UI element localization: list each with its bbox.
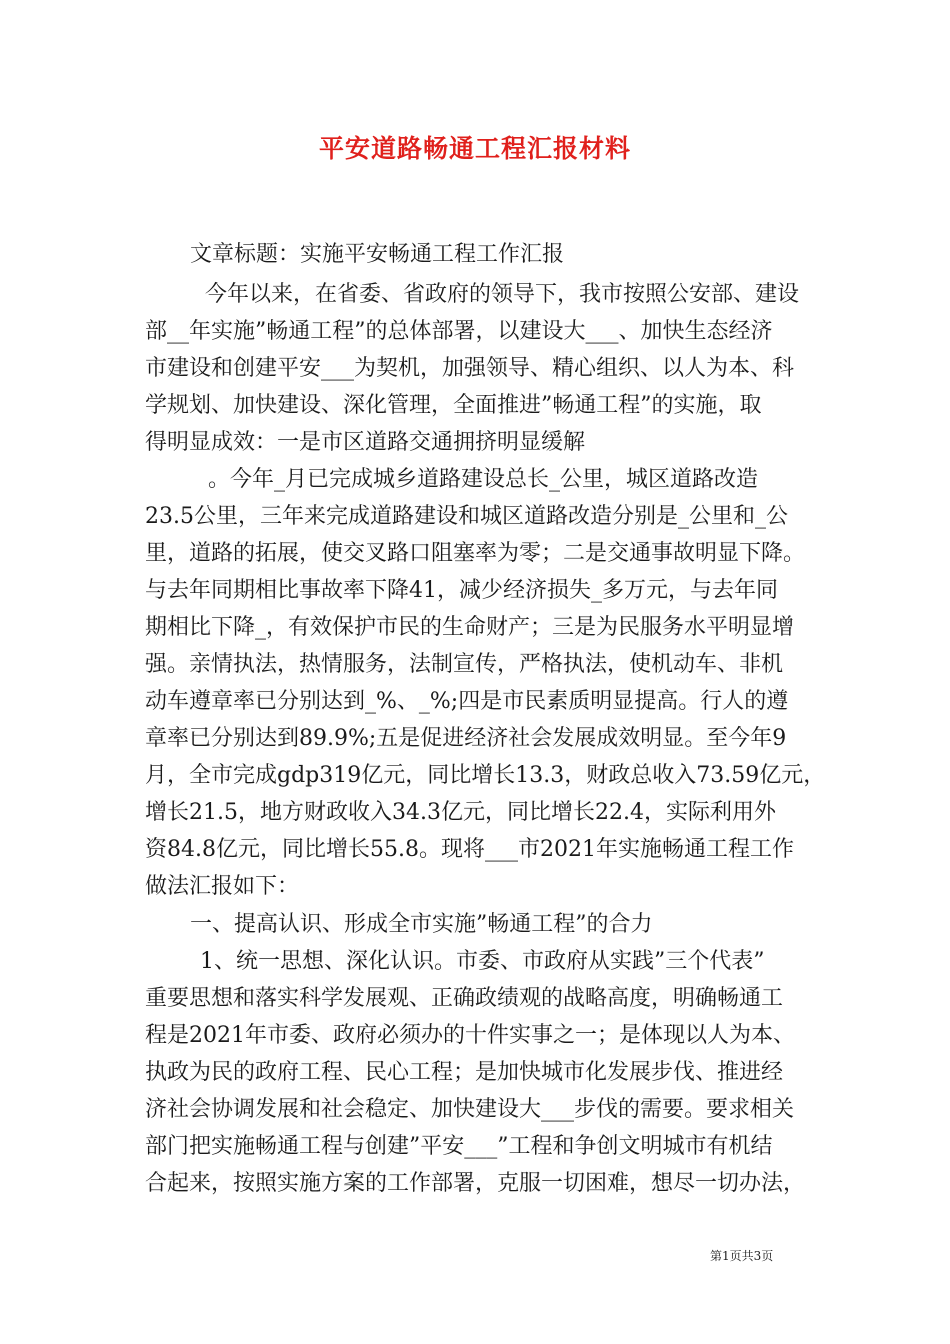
paragraph-line: 里，道路的拓展，使交叉路口阻塞率为零；二是交通事故明显下降。 (145, 541, 806, 566)
paragraph-line: 今年以来，在省委、省政府的领导下，我市按照公安部、建设 (205, 282, 800, 307)
paragraph-line: 重要思想和落实科学发展观、正确政绩观的战略高度，明确畅通工 (145, 986, 784, 1011)
paragraph-line: 程是2021年市委、政府必须办的十件实事之一；是体现以人为本、 (145, 1023, 795, 1048)
paragraph-line: 合起来，按照实施方案的工作部署，克服一切困难，想尽一切办法， (145, 1171, 806, 1196)
paragraph-line: 章率已分别达到89.9%;五是促进经济社会发展成效明显。至今年9 (145, 726, 787, 751)
document-title: 平安道路畅通工程汇报材料 (318, 134, 631, 163)
paragraph-line: 期相比下降_，有效保护市民的生命财产；三是为民服务水平明显增 (145, 615, 795, 640)
paragraph-line: 资84.8亿元，同比增长55.8。现将___市2021年实施畅通工程工作 (145, 837, 794, 862)
page-number-footer: 第1页共3页 (710, 1249, 774, 1263)
paragraph-line: 动车遵章率已分别达到_%、_%;四是市民素质明显提高。行人的遵 (145, 689, 789, 714)
paragraph-line: 1、统一思想、深化认识。市委、市政府从实践”三个代表” (200, 949, 765, 974)
paragraph-line: 执政为民的政府工程、民心工程；是加快城市化发展步伐、推进经 (145, 1060, 784, 1085)
paragraph-line: 强。亲情执法，热情服务，法制宣传，严格执法，使机动车、非机 (145, 652, 784, 677)
paragraph-line: 做法汇报如下： (145, 874, 300, 899)
paragraph-line: 。今年_月已完成城乡道路建设总长_公里，城区道路改造 (208, 467, 759, 492)
paragraph-line: 月，全市完成gdp319亿元，同比增长13.3，财政总收入73.59亿元， (145, 763, 826, 788)
paragraph-line: 部门把实施畅通工程与创建”平安___”工程和争创文明城市有机结 (145, 1134, 773, 1159)
paragraph-line: 与去年同期相比事故率下降41，减少经济损失_多万元，与去年同 (145, 578, 778, 603)
paragraph-line: 23.5公里，三年来完成道路建设和城区道路改造分别是_公里和_公 (145, 504, 788, 529)
paragraph-line: 济社会协调发展和社会稳定、加快建设大___步伐的需要。要求相关 (145, 1097, 795, 1122)
paragraph-line: 市建设和创建平安___为契机，加强领导、精心组织、以人为本、科 (145, 356, 795, 381)
paragraph-line: 部__年实施”畅通工程”的总体部署，以建设大___、加快生态经济 (145, 319, 773, 344)
paragraph-line: 增长21.5，地方财政收入34.3亿元，同比增长22.4，实际利用外 (145, 800, 776, 825)
paragraph-line: 学规划、加快建设、深化管理，全面推进”畅通工程”的实施，取 (145, 393, 762, 418)
paragraph-line: 得明显成效：一是市区道路交通拥挤明显缓解 (145, 430, 586, 455)
section-heading-line: 一、提高认识、形成全市实施”畅通工程”的合力 (190, 912, 653, 937)
article-heading-line: 文章标题：实施平安畅通工程工作汇报 (190, 242, 565, 267)
